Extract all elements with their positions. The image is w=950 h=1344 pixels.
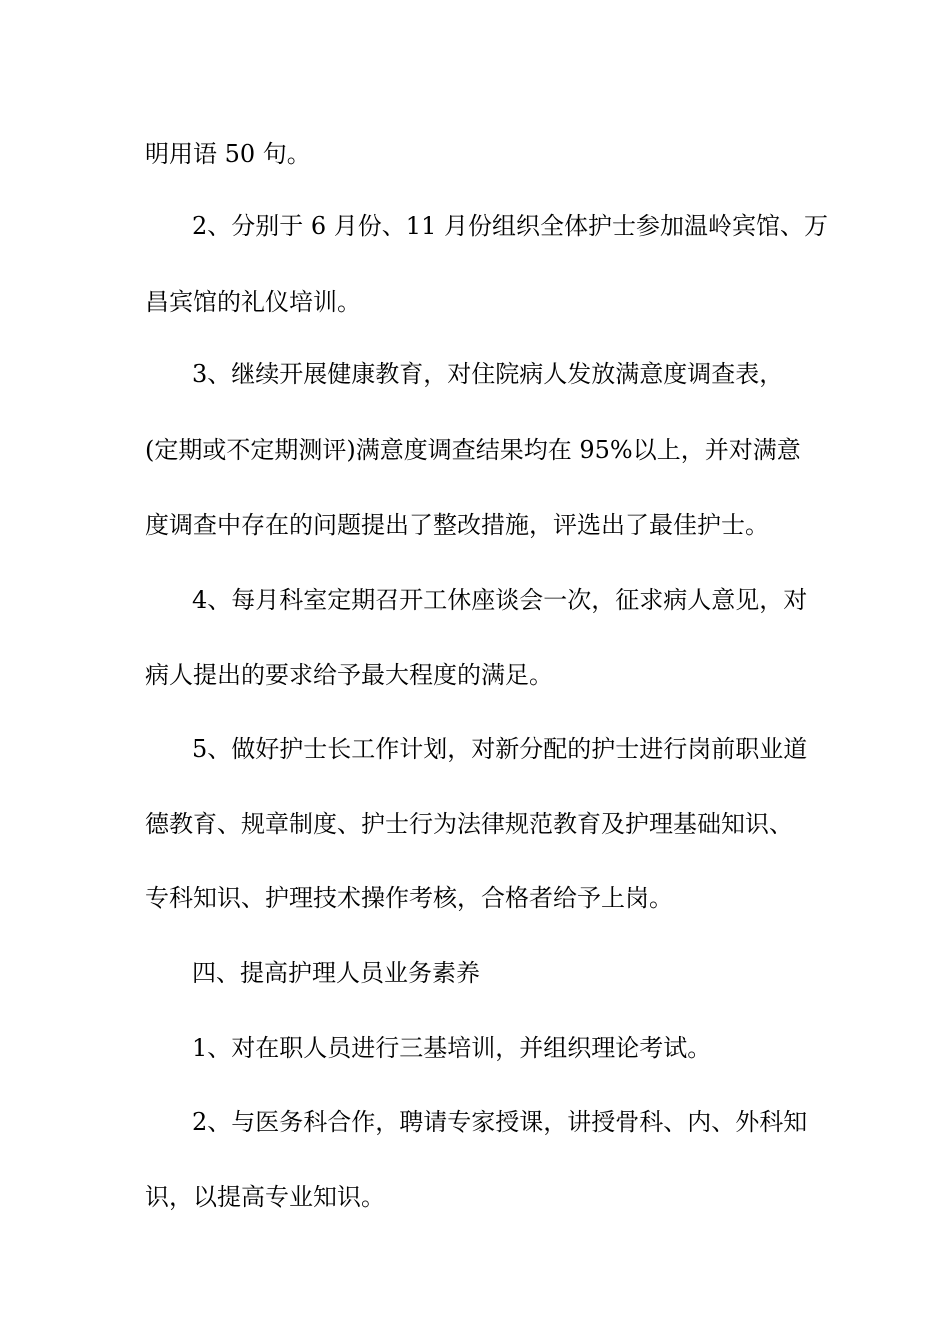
- text-line-7: 4、每月科室定期召开工休座谈会一次，征求病人意见，对: [192, 586, 808, 614]
- text-line-11: 专科知识、护理技术操作考核，合格者给予上岗。: [145, 884, 673, 912]
- text-line-1: 明用语 50 句。: [145, 140, 311, 168]
- text-line-6: 度调查中存在的问题提出了整改措施，评选出了最佳护士。: [145, 511, 769, 539]
- text-line-9: 5、做好护士长工作计划，对新分配的护士进行岗前职业道: [192, 735, 808, 763]
- text-line-4: 3、继续开展健康教育，对住院病人发放满意度调查表，: [192, 360, 784, 388]
- text-line-3: 昌宾馆的礼仪培训。: [145, 288, 361, 316]
- text-line-13: 1、对在职人员进行三基培训，并组织理论考试。: [192, 1034, 712, 1062]
- text-line-2: 2、分别于 6 月份、11 月份组织全体护士参加温岭宾馆、万: [192, 212, 828, 240]
- section-heading: 四、提高护理人员业务素养: [192, 959, 480, 987]
- text-line-10: 德教育、规章制度、护士行为法律规范教育及护理基础知识、: [145, 810, 793, 838]
- text-line-14: 2、与医务科合作，聘请专家授课，讲授骨科、内、外科知: [192, 1108, 808, 1136]
- text-line-8: 病人提出的要求给予最大程度的满足。: [145, 661, 553, 689]
- text-line-5: (定期或不定期测评)满意度调查结果均在 95%以上，并对满意: [145, 436, 801, 464]
- text-line-15: 识，以提高专业知识。: [145, 1183, 385, 1211]
